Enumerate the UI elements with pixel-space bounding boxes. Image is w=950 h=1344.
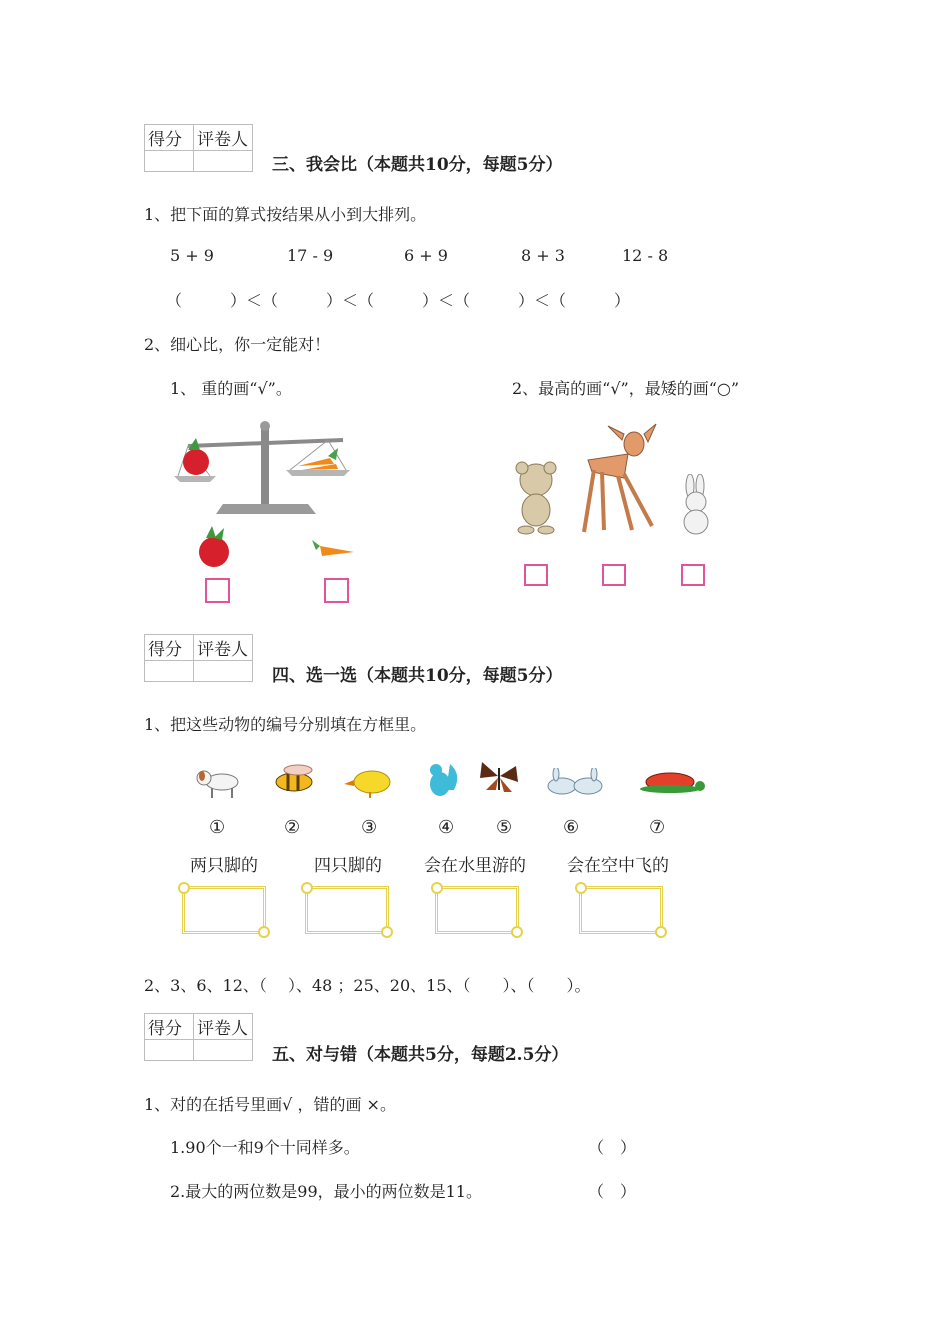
expression-4: 8 + 3 xyxy=(521,246,565,265)
s3-q2-sub2: 2、最高的画“√”，最矮的画“○” xyxy=(512,379,740,398)
answer-frame-swim[interactable] xyxy=(435,886,519,934)
bear-illustration xyxy=(508,460,564,536)
animal-number-4: ④ xyxy=(438,817,455,838)
category-four-legs: 四只脚的 xyxy=(314,856,382,876)
answer-frame-four-legs[interactable] xyxy=(305,886,389,934)
reviewer-cell[interactable] xyxy=(194,1040,253,1061)
reviewer-cell[interactable] xyxy=(194,661,253,682)
reviewer-label: 评卷人 xyxy=(194,635,253,661)
category-swim: 会在水里游的 xyxy=(424,856,526,876)
score-table-section3 xyxy=(144,124,253,172)
height-checkbox-bear[interactable] xyxy=(524,564,548,586)
tf-item-2-blank[interactable]: （ ） xyxy=(588,1182,637,1201)
heavier-checkbox-radish[interactable] xyxy=(205,578,230,603)
score-cell[interactable] xyxy=(145,151,194,172)
score-label: 得分 xyxy=(145,125,194,151)
carrot-icon xyxy=(312,536,356,560)
score-cell[interactable] xyxy=(145,661,194,682)
section5-title: 五、对与错（本题共5分，每题2.5分） xyxy=(272,1045,569,1065)
tf-item-1: 1.90个一和9个十同样多。 xyxy=(170,1138,360,1157)
s3-q1-text: 1、把下面的算式按结果从小到大排列。 xyxy=(144,205,427,224)
section3-title: 三、我会比（本题共10分，每题5分） xyxy=(272,155,563,175)
animal-number-2: ② xyxy=(284,817,301,838)
tf-item-1-blank[interactable]: （ ） xyxy=(588,1138,637,1157)
score-table-section5 xyxy=(144,1013,253,1061)
score-cell[interactable] xyxy=(145,1040,194,1061)
animal-number-6: ⑥ xyxy=(563,817,580,838)
answer-frame-fly[interactable] xyxy=(579,886,663,934)
reviewer-label: 评卷人 xyxy=(194,125,253,151)
s3-q2-text: 2、细心比，你一定能对！ xyxy=(144,335,331,354)
s4-q1-text: 1、把这些动物的编号分别填在方框里。 xyxy=(144,715,427,734)
turtle-icon xyxy=(632,770,708,794)
ordering-answer-row[interactable]: （ ）＜（ ）＜（ ）＜（ ）＜（ ） xyxy=(166,291,631,310)
chick-icon xyxy=(344,766,394,798)
bee-icon xyxy=(268,764,322,794)
reviewer-cell[interactable] xyxy=(194,151,253,172)
expression-5: 12 - 8 xyxy=(622,246,669,265)
score-table-section4 xyxy=(144,634,253,682)
height-checkbox-rabbit[interactable] xyxy=(681,564,705,586)
animal-number-5: ⑤ xyxy=(496,817,513,838)
s4-q2-text[interactable]: 2、3、6、12、（ ）、48 ；25、20、15、（ ）、（ ）。 xyxy=(144,976,591,995)
butterfly-icon xyxy=(478,760,520,794)
expression-2: 17 - 9 xyxy=(287,246,334,265)
deer-illustration xyxy=(578,422,660,536)
score-label: 得分 xyxy=(145,1014,194,1040)
rabbits-icon xyxy=(544,768,606,798)
section4-title: 四、选一选（本题共10分，每题5分） xyxy=(272,666,563,686)
s3-q2-sub1: 1、 重的画“√”。 xyxy=(170,379,292,398)
category-fly: 会在空中飞的 xyxy=(567,856,669,876)
radish-icon xyxy=(192,526,236,570)
squirrel-icon xyxy=(424,760,462,798)
heavier-checkbox-carrot[interactable] xyxy=(324,578,349,603)
dog-icon xyxy=(192,766,246,800)
answer-frame-two-legs[interactable] xyxy=(182,886,266,934)
height-checkbox-deer[interactable] xyxy=(602,564,626,586)
expression-1: 5 + 9 xyxy=(170,246,214,265)
category-two-legs: 两只脚的 xyxy=(190,856,258,876)
s5-q1-text: 1、对的在括号里画√ ，错的画 ×。 xyxy=(144,1095,396,1114)
expression-3: 6 + 9 xyxy=(404,246,448,265)
animal-number-1: ① xyxy=(209,817,226,838)
tf-item-2: 2.最大的两位数是99，最小的两位数是11。 xyxy=(170,1182,482,1201)
reviewer-label: 评卷人 xyxy=(194,1014,253,1040)
score-label: 得分 xyxy=(145,635,194,661)
rabbit-illustration xyxy=(668,474,724,536)
balance-scale-illustration xyxy=(168,418,358,523)
animal-number-3: ③ xyxy=(361,817,378,838)
animal-number-7: ⑦ xyxy=(649,817,666,838)
